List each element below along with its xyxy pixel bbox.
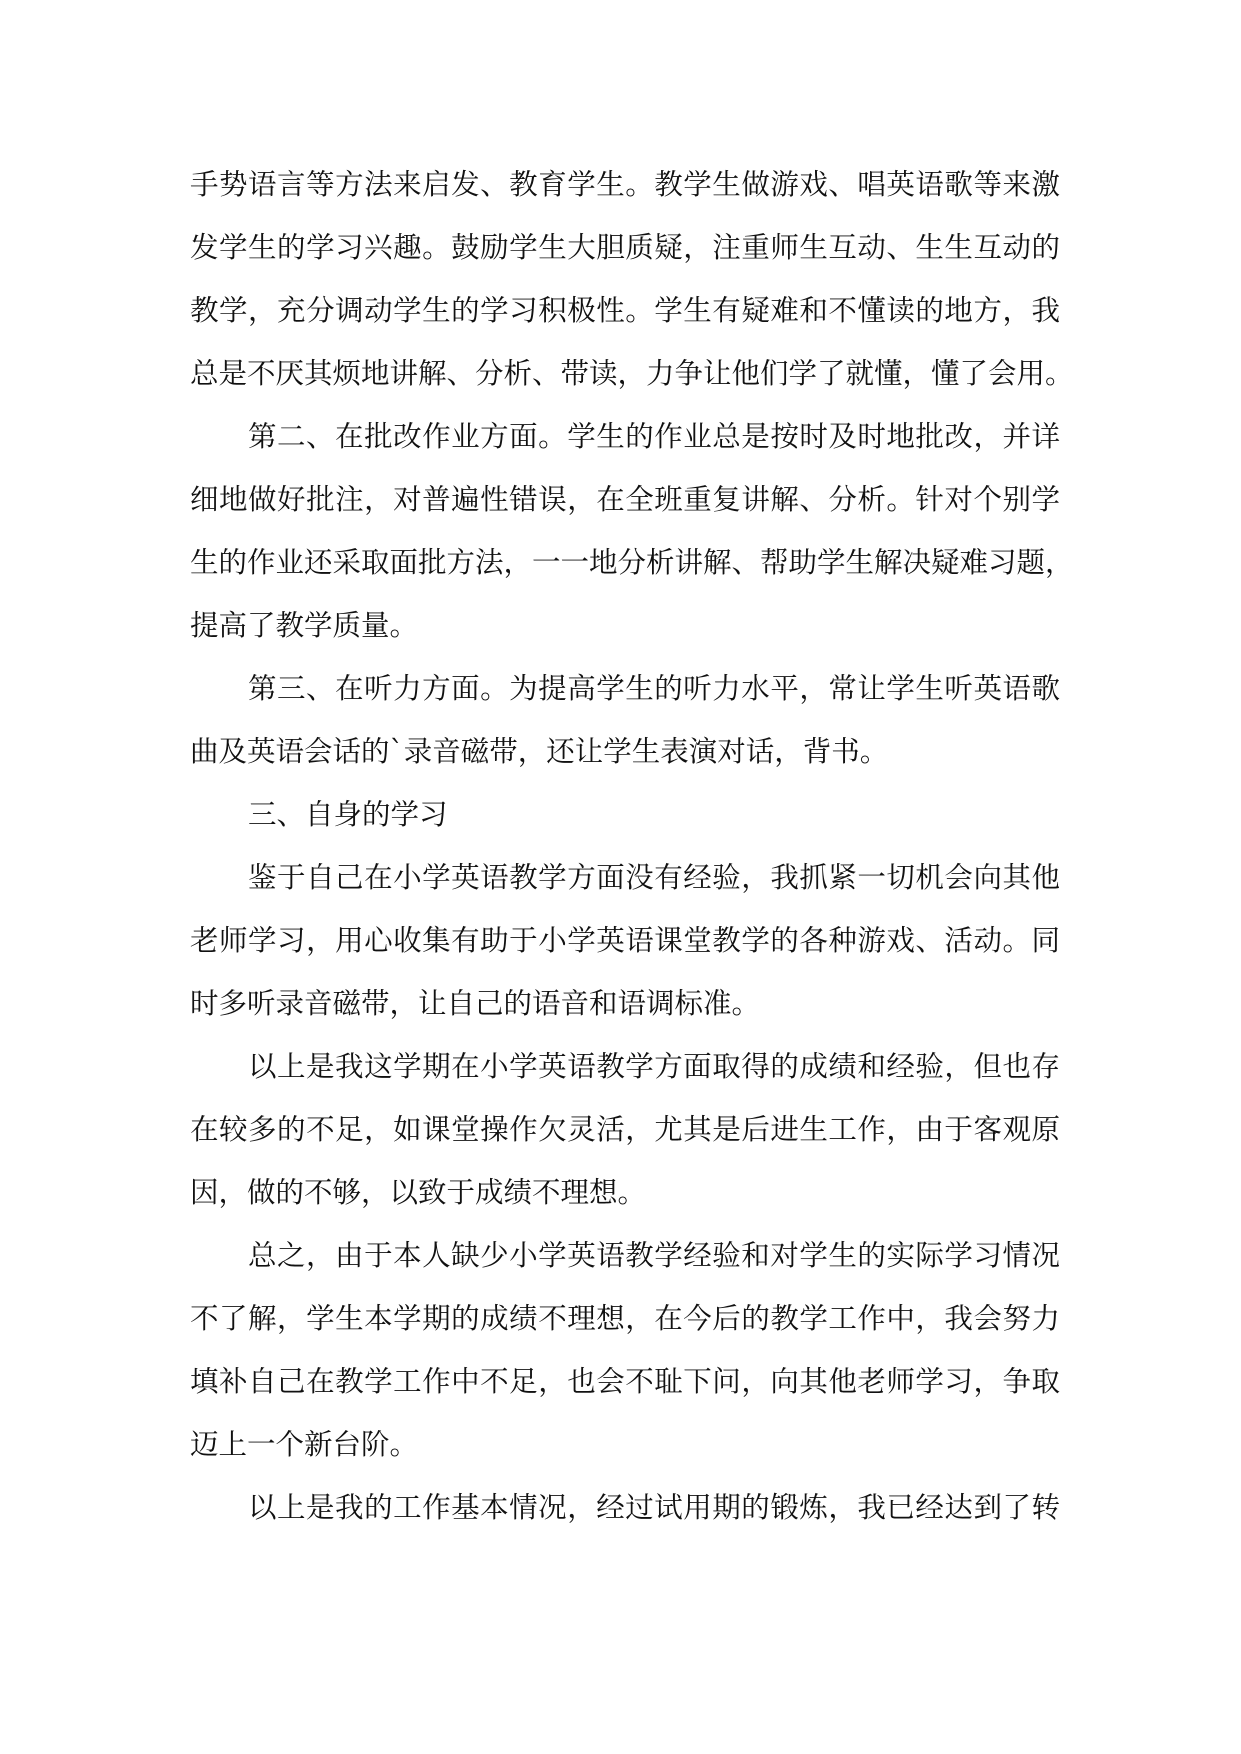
text-line: 提高了教学质量。 xyxy=(190,609,419,642)
text-line: 因，做的不够，以致于成绩不理想。 xyxy=(190,1176,647,1209)
text-line: 总是不厌其烦地讲解、分析、带读，力争让他们学了就懂，懂了会用。 xyxy=(190,357,1074,390)
paragraph-first-line: 第二、在批改作业方面。学生的作业总是按时及时地批改，并详 xyxy=(248,420,1060,453)
paragraph-first-line: 以上是我这学期在小学英语教学方面取得的成绩和经验，但也存 xyxy=(248,1050,1060,1083)
text-line: 老师学习，用心收集有助于小学英语课堂教学的各种游戏、活动。同 xyxy=(190,924,1060,957)
section-heading: 三、自身的学习 xyxy=(248,798,448,831)
paragraph-first-line: 第三、在听力方面。为提高学生的听力水平，常让学生听英语歌 xyxy=(248,672,1060,705)
text-line: 教学，充分调动学生的学习积极性。学生有疑难和不懂读的地方，我 xyxy=(190,294,1060,327)
paragraph-first-line: 以上是我的工作基本情况，经过试用期的锻炼，我已经达到了转 xyxy=(248,1491,1060,1524)
paragraph-first-line: 总之，由于本人缺少小学英语教学经验和对学生的实际学习情况 xyxy=(248,1239,1060,1272)
text-line: 曲及英语会话的`录音磁带，还让学生表演对话，背书。 xyxy=(190,735,889,768)
paragraph-first-line: 鉴于自己在小学英语教学方面没有经验，我抓紧一切机会向其他 xyxy=(248,861,1060,894)
text-line: 不了解，学生本学期的成绩不理想，在今后的教学工作中，我会努力 xyxy=(190,1302,1060,1335)
text-line: 细地做好批注，对普遍性错误，在全班重复讲解、分析。针对个别学 xyxy=(190,483,1060,516)
text-line: 手势语言等方法来启发、教育学生。教学生做游戏、唱英语歌等来激 xyxy=(190,168,1060,201)
text-line: 发学生的学习兴趣。鼓励学生大胆质疑，注重师生互动、生生互动的 xyxy=(190,231,1060,264)
text-line: 迈上一个新台阶。 xyxy=(190,1428,419,1461)
text-line: 填补自己在教学工作中不足，也会不耻下问，向其他老师学习，争取 xyxy=(190,1365,1060,1398)
text-line: 时多听录音磁带，让自己的语音和语调标准。 xyxy=(190,987,761,1020)
text-line: 在较多的不足，如课堂操作欠灵活，尤其是后进生工作，由于客观原 xyxy=(190,1113,1060,1146)
text-line: 生的作业还采取面批方法，一一地分析讲解、帮助学生解决疑难习题， xyxy=(190,546,1074,579)
